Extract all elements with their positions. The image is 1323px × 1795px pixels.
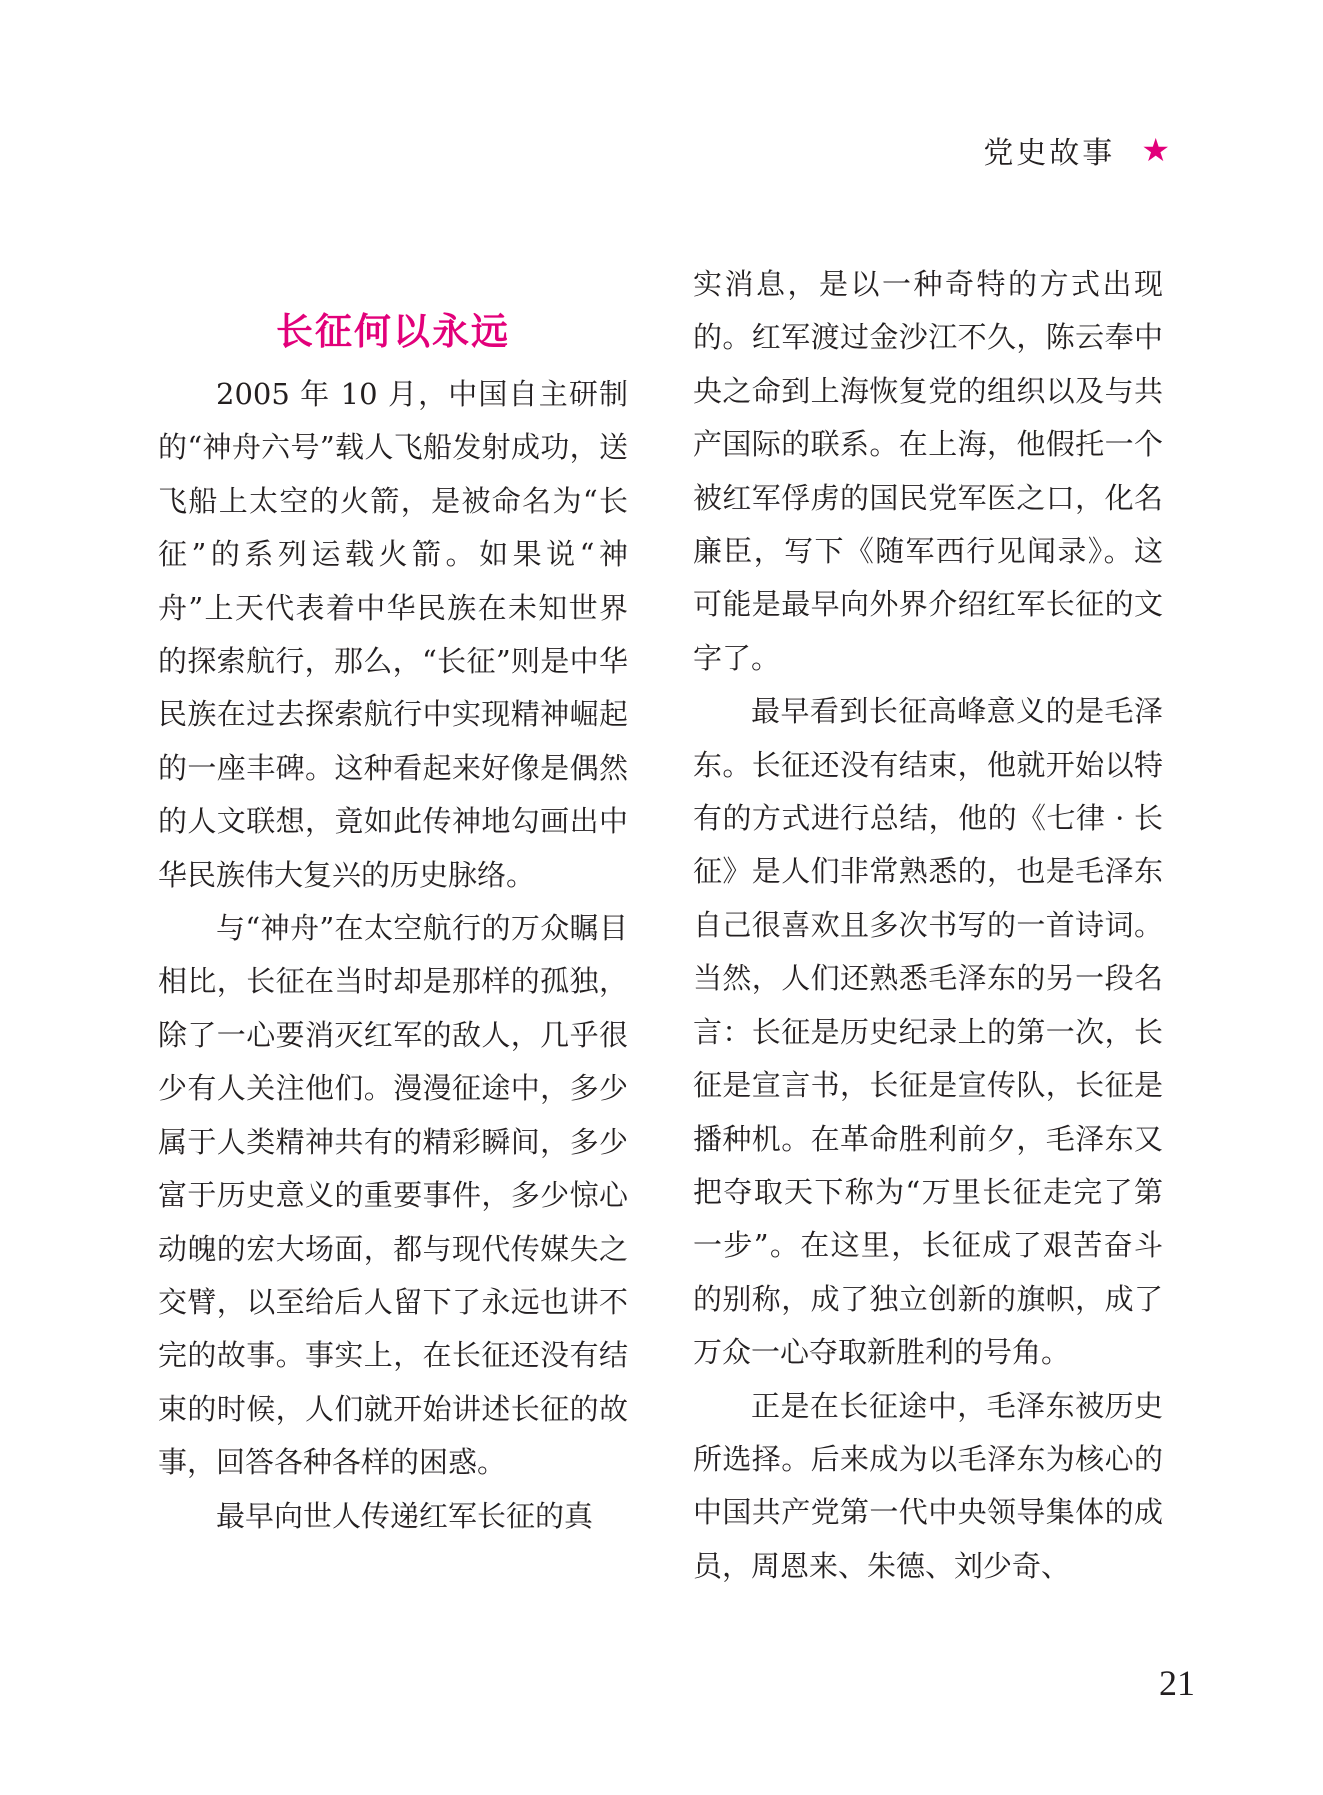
paragraph: 正是在长征途中，毛泽东被历史所选择。后来成为以毛泽东为核心的中国共产党第一代中央领导集体的成员，周恩来、朱德、刘少奇、 [693, 1388, 1163, 1583]
section-title: 党史故事 [983, 136, 1116, 171]
paragraph: 最早向世人传递红军长征的真 [216, 1498, 594, 1533]
right-column [693, 258, 1163, 1593]
star-icon: ★ [1141, 131, 1173, 169]
paragraph: 与“神舟”在太空航行的万众瞩目相比，长征在当时却是那样的孤独，除了一心要消灭红军的敌人，几乎很少有人关注他们。漫漫征途中，多少属于人类精神共有的精彩瞬间，多少富于历史意义的重要事件，多少惊心动魄的宏大场面，都与现代传媒失之交臂，以至给后人留下了永远也讲不完的故事。事实上，在长征还没有结束的时候，人们就开始讲述长征的故事，回答各种各样的困惑。 [158, 911, 628, 1480]
paragraph-continuation: 实消息，是以一种奇特的方式出现的。红军渡过金沙江不久，陈云奉中央之命到上海恢复党的组织以及与共产国际的联系。在上海，他假托一个被红军俘虏的国民党军医之口，化名廉臣，写下《随军西行见闻录》。这可能是最早向外界介绍红军长征的文字了。 [693, 267, 1163, 675]
page-number: 21 [1159, 1663, 1195, 1703]
section-header [983, 128, 1173, 172]
article-title: 长征何以永远 [276, 310, 510, 353]
paragraph: 最早看到长征高峰意义的是毛泽东。长征还没有结束，他就开始以特有的方式进行总结，他的《七律 · 长征》是人们非常熟悉的，也是毛泽东自己很喜欢且多次书写的一首诗词。当然，人们还熟悉毛泽东的另一段名言：长征是历史纪录上的第一次，长征是宣言书，长征是宣传队，长征是播种机。在革命胜利前夕，毛泽东又把夺取天下称为“万里长征走完了第一步”。在这里，长征成了艰苦奋斗的别称，成了独立创新的旗帜，成了万众一心夺取新胜利的号角。 [693, 694, 1163, 1370]
left-column [158, 258, 628, 1543]
paragraph: 2005 年 10 月，中国自主研制的“神舟六号”载人飞船发射成功，送飞船上太空的火箭，是被命名为“长征”的系列运载火箭。如果说“神舟”上天代表着中华民族在未知世界的探索航行，那么，“长征”则是中华民族在过去探索航行中实现精神崛起的一座丰碑。这种看起来好像是偶然的人文联想，竟如此传神地勾画出中华民族伟大复兴的历史脉络。 [158, 377, 628, 892]
